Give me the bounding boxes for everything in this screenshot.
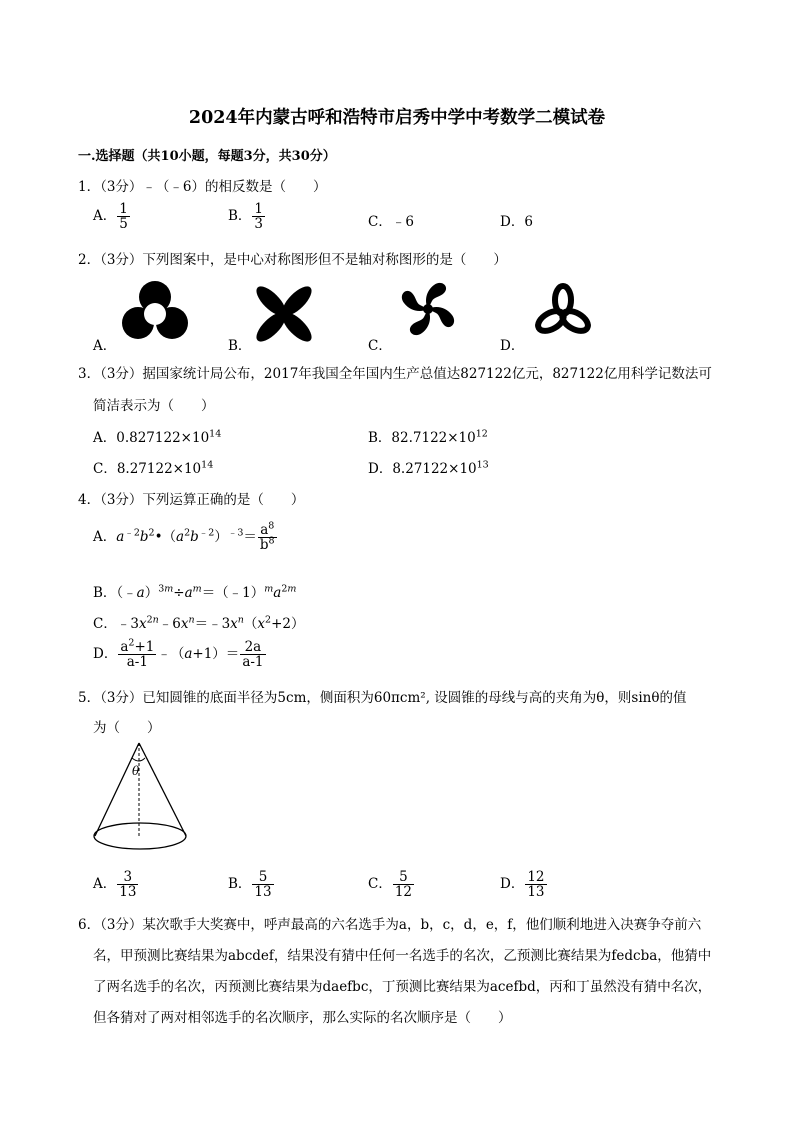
page-title: 2024年内蒙古呼和浩特市启秀中学中考数学二模试卷: [188, 108, 606, 128]
question-5-stem-line1: 5．（3分）已知圆锥的底面半径为5cm，侧面积为60πcm², 设圆锥的母线与高的夹角为θ，则sinθ的值: [78, 690, 687, 706]
theta-label: θ: [132, 764, 140, 778]
cone-figure-icon: [92, 738, 192, 863]
q3-option-a: A．$0.827122\times 10^{14}$: [93, 428, 222, 446]
question-6-line3: 了两名选手的名次，丙预测比赛结果为daefbc，丁预测比赛结果为acefbd，丙和丁虽然没有猜中名次，: [93, 979, 712, 995]
section-heading: 一.选择题（共10小题，每题3分，共30分）: [78, 149, 336, 164]
fraction: $\frac{5}{12}$: [394, 869, 413, 901]
q3-option-c: C．$8.27122\times 10^{14}$: [93, 459, 214, 477]
q5-option-d: D． $\frac{12}{13}$: [500, 869, 545, 901]
question-3-stem-line1: 3．（3分）据国家统计局公布，2017年我国全年国内生产总值达827122亿元，827122亿用科学记数法可: [78, 366, 712, 382]
question-2-stem: 2．（3分）下列图案中，是中心对称图形但不是轴对称图形的是（ ）: [78, 252, 507, 268]
fraction: $\frac{1}{3}$: [254, 201, 264, 233]
fraction: $\frac{3}{13}$: [119, 869, 137, 901]
fraction: $\frac{a^8}{b^8}$: [259, 520, 275, 554]
q2-option-b-label: B．: [228, 338, 252, 354]
q2-option-a-label: A．: [93, 338, 117, 354]
q1-option-a: [93, 202, 131, 231]
fraction: $\frac{a^2+1}{a-1}$: [120, 637, 155, 671]
q5-option-b: B． $\frac{5}{13}$: [228, 869, 272, 901]
q2-option-d-label: D．: [500, 338, 525, 354]
fraction: $\frac{2a}{a-1}$: [242, 639, 264, 671]
trefoil-loop-figure-icon: [528, 280, 598, 344]
question-5-stem-line2: 为（ ）: [93, 720, 161, 736]
q4-option-a: A．$a^{﹣2}b^2•(a^2b^{﹣2})^{﹣3}=$ $\frac{a^8}{b^8}$: [93, 520, 275, 554]
q5-option-a: A． $\frac{3}{13}$: [93, 869, 137, 901]
q1-option-b: [228, 202, 266, 231]
q2-option-c-label: C．: [368, 338, 392, 354]
option-label: A．: [93, 208, 117, 225]
fraction: $\frac{5}{13}$: [254, 869, 272, 901]
question-6-line1: 6．（3分）某次歌手大奖赛中，呼声最高的六名选手为a，b，c，d，e，f，他们顺利地进入决赛争夺前六: [78, 917, 702, 933]
q4-option-c: C．$﹣3x^{2n}﹣6x^n=﹣3x^n(x^2+2)$: [93, 614, 305, 632]
question-3-stem-line2: 简洁表示为（ ）: [93, 398, 215, 414]
option-label: B．: [228, 208, 252, 225]
q5-option-c: C． $\frac{5}{12}$: [368, 869, 413, 901]
fraction: $\frac{12}{13}$: [527, 869, 545, 901]
four-petal-figure-icon: [254, 284, 314, 344]
fraction: $\frac{1}{5}$: [119, 201, 128, 233]
question-4-stem: 4．（3分）下列运算正确的是（ ）: [78, 492, 305, 508]
q4-option-b: B．$(﹣a)^{3m}\div a^m=(﹣1)^ma^{2m}$: [93, 583, 297, 601]
three-circle-figure-icon: [120, 278, 190, 344]
q1-option-d: D．6: [500, 214, 533, 230]
question-6-line4: 但各猜对了两对相邻选手的名次顺序，那么实际的名次顺序是（ ）: [93, 1010, 512, 1026]
q1-option-c: C．﹣6: [368, 214, 414, 230]
question-6-line2: 名，甲预测比赛结果为abcdef，结果没有猜中任何一名选手的名次，乙预测比赛结果为fedcba，他猜中: [93, 948, 712, 964]
q4-option-d: D． $\frac{a^2+1}{a-1}$ ﹣（a+1）＝ $\frac{2a}{a-1}$: [93, 637, 264, 671]
q3-option-b: B．$82.7122\times 10^{12}$: [368, 428, 488, 446]
q3-option-d: D．$8.27122\times 10^{13}$: [368, 459, 489, 477]
question-1-stem: 1．（3分）﹣（﹣6）的相反数是（ ）: [78, 179, 327, 195]
pinwheel-figure-icon: [393, 274, 463, 344]
